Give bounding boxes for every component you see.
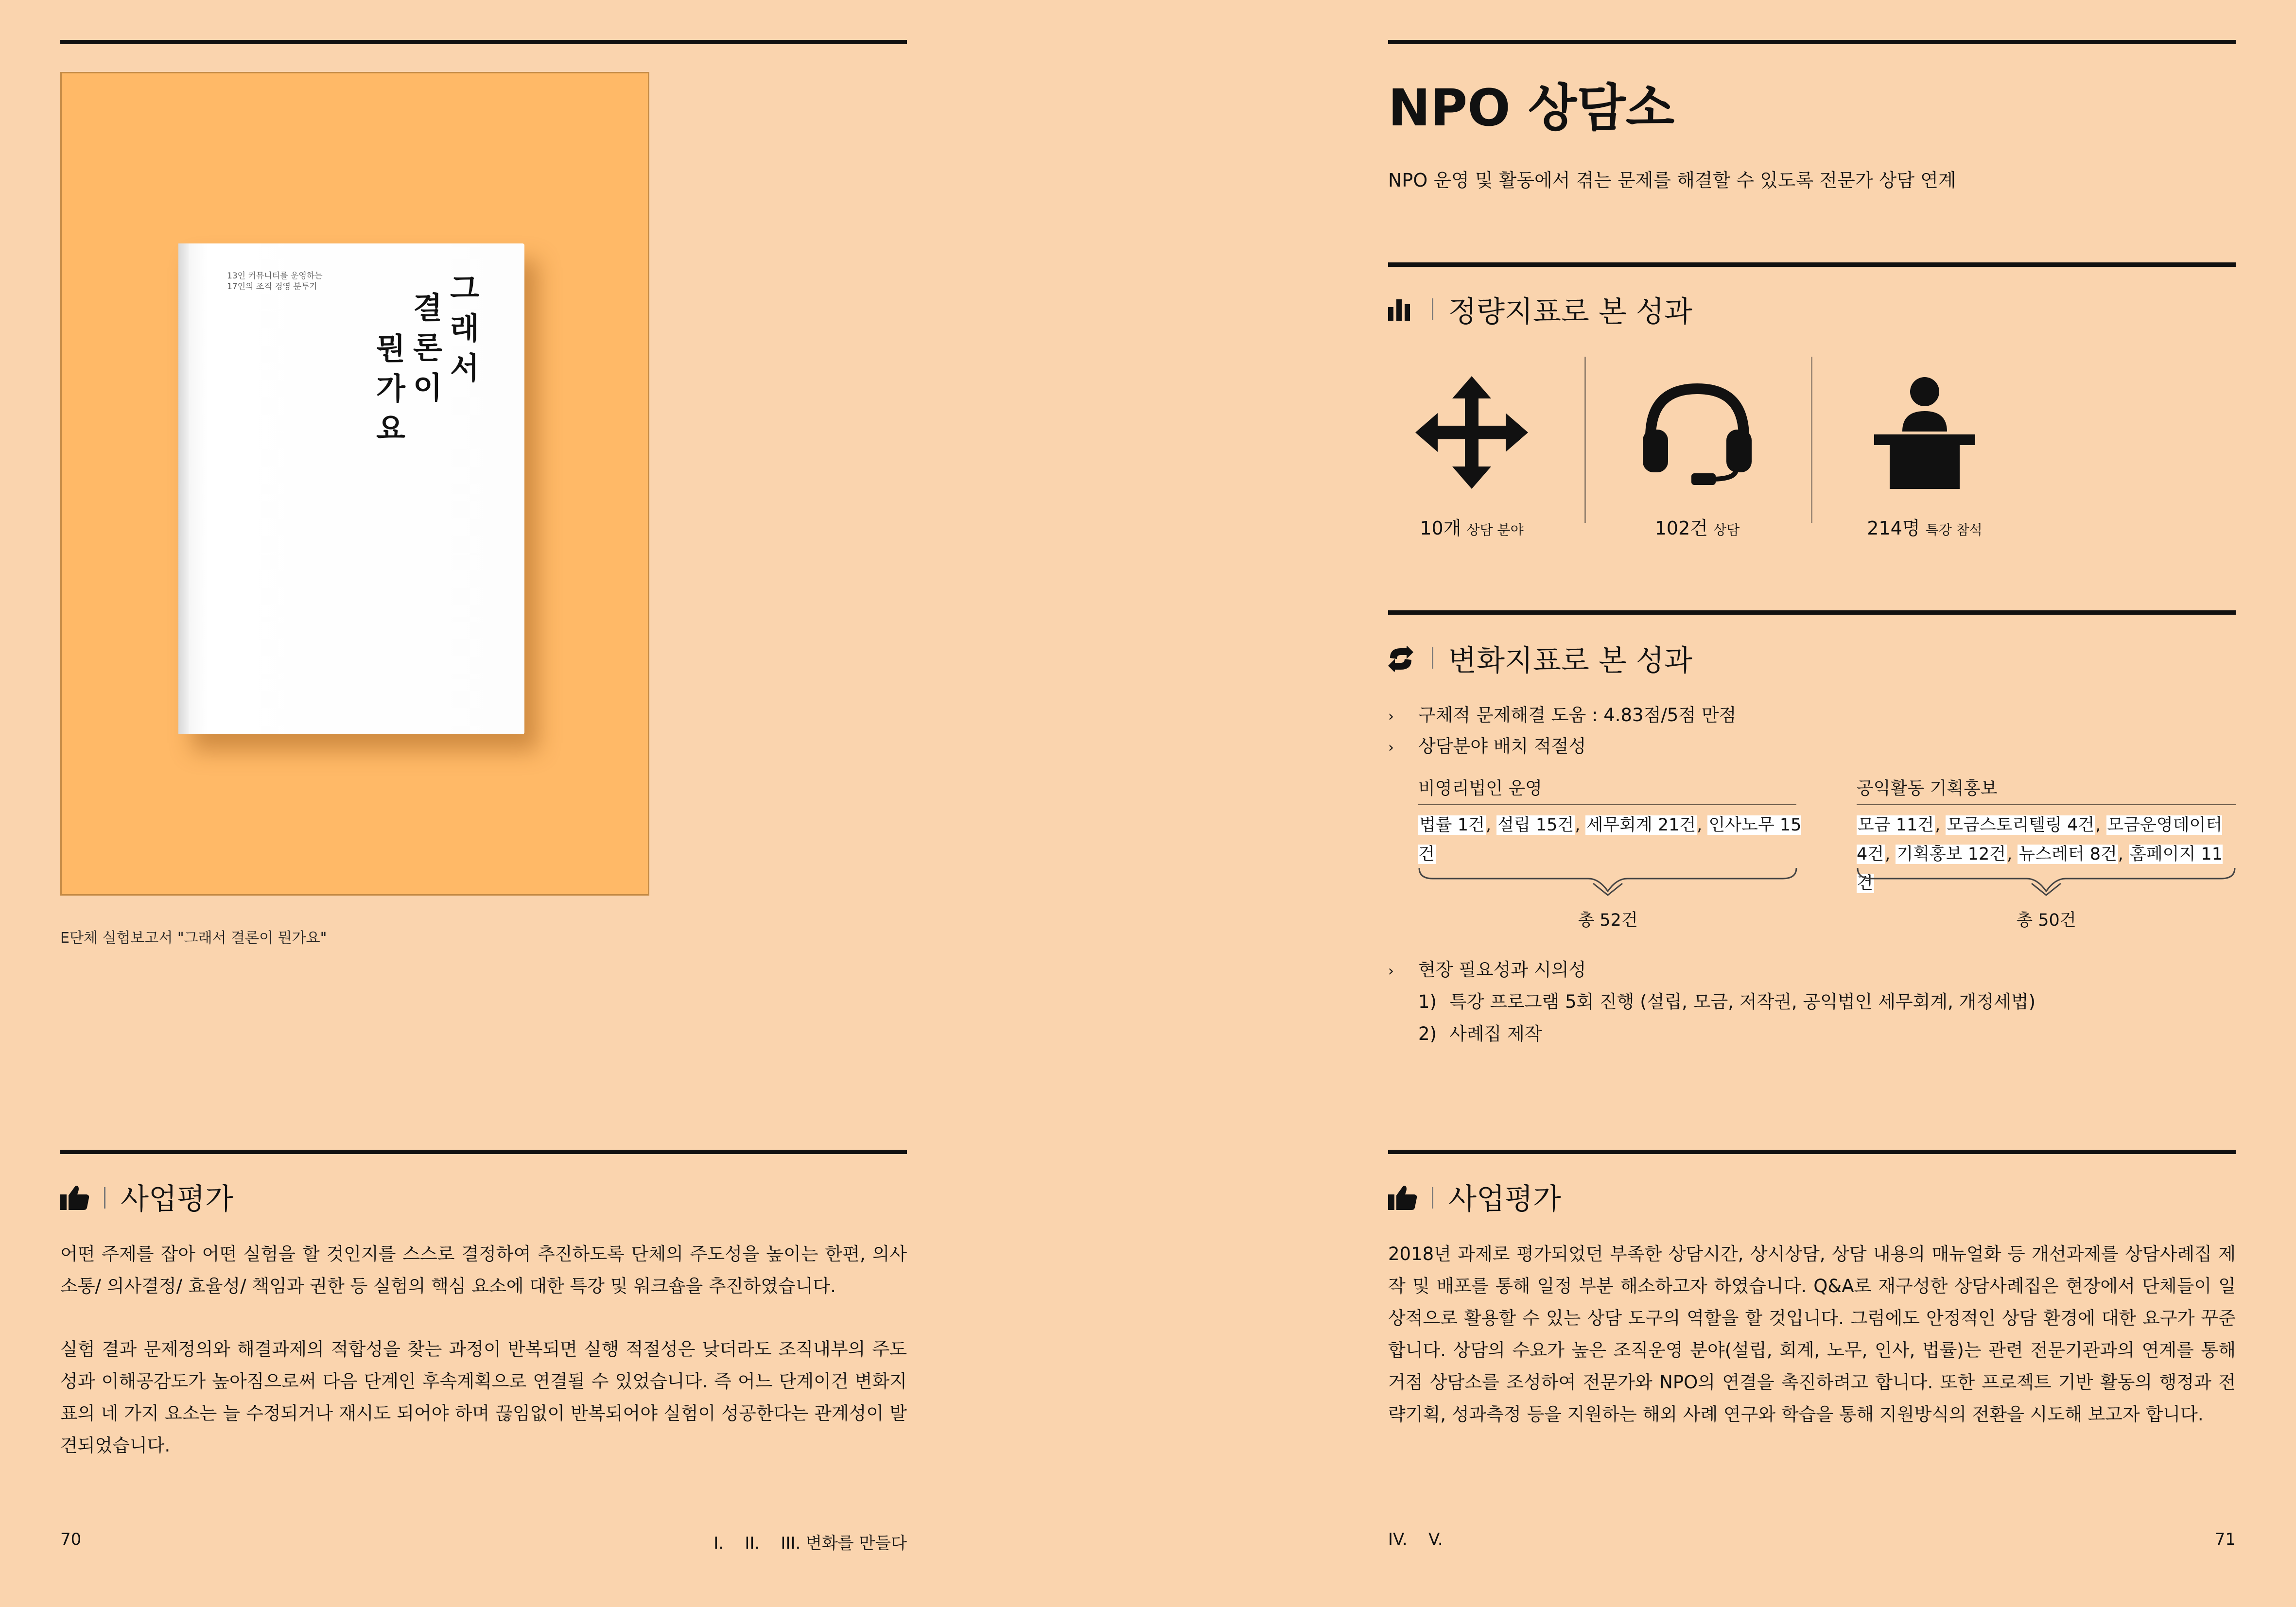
stat-consults-label: 상담 bbox=[1713, 522, 1740, 538]
chevron-right-icon: › bbox=[1388, 708, 1394, 725]
refresh-icon bbox=[1388, 646, 1413, 672]
book-subtitle: 13인 커뮤니티를 운영하는 17인의 조직 경영 분투기 bbox=[227, 271, 323, 292]
top-rule-left bbox=[60, 40, 907, 44]
eval-title-right: 사업평가 bbox=[1448, 1182, 1561, 1216]
stat-consults bbox=[1600, 513, 1794, 540]
col1-item: 법률 1건 bbox=[1419, 815, 1485, 835]
stat-fields-num: 10개 bbox=[1420, 518, 1461, 539]
page-title: NPO 상담소 bbox=[1388, 78, 1675, 138]
chevron-right-icon: › bbox=[1388, 963, 1394, 980]
col1-items: 법률 1건, 설립 15건, 세무회계 21건, 인사노무 15건 bbox=[1418, 815, 1802, 864]
col2-items: 모금 11건, 모금스토리텔링 4건, 모금운영데이터 4건, 기획홍보 12건, 뉴스레터 8건, 홈페이지 11건 bbox=[1857, 815, 2223, 893]
col1-head: 비영리법인 운영 bbox=[1418, 778, 1542, 798]
chapter-nav-left[interactable]: I. II. III. 변화를 만들다 bbox=[713, 1534, 907, 1553]
page-number-right: 71 bbox=[2214, 1530, 2236, 1549]
eval-para2-left: 실험 결과 문제정의와 해결과제의 적합성을 찾는 과정이 반복되면 실행 적절성은 낮더라도 조직내부의 주도성과 이해공감도가 높아짐으로써 다음 단계인 후속계획으로 연결될 수 있었습니다. 즉 어느 단계이건 변화지표의 네 가지 요소는 늘 수정되거나 재시도 되어야 하며 끊임없이 반복되어야 실험이 성공한다는 관계성이 발견되었습니다. bbox=[60, 1339, 907, 1456]
col1-item: 세무회계 21건 bbox=[1586, 815, 1696, 835]
bullet-timeliness bbox=[1388, 954, 1586, 987]
stat-attendees bbox=[1827, 513, 2022, 540]
section-divider bbox=[1432, 1187, 1433, 1209]
chevron-right-icon: › bbox=[1388, 739, 1394, 756]
top-rule-right bbox=[1388, 40, 2236, 44]
stat-attendees-label: 특강 참석 bbox=[1925, 522, 1983, 538]
col2-item: 뉴스레터 8건 bbox=[2018, 845, 2117, 864]
stat-divider-1 bbox=[1584, 357, 1586, 523]
section-divider bbox=[1432, 298, 1433, 320]
stat-fields bbox=[1374, 513, 1569, 540]
col2-brace bbox=[1857, 866, 2236, 900]
col2-item: 홈페이지 11건 bbox=[1857, 845, 2223, 893]
book-photo bbox=[60, 72, 649, 896]
stat-attendees-num: 214명 bbox=[1867, 518, 1920, 539]
col1-item: 인사노무 15건 bbox=[1418, 815, 1802, 864]
bullet-placement bbox=[1388, 731, 1586, 763]
book-title-col1: 그래서 bbox=[450, 271, 479, 386]
change-title: 변화지표로 본 성과 bbox=[1448, 644, 1692, 678]
bullet-text: 구체적 문제해결 도움 : 4.83점/5점 만점 bbox=[1418, 705, 1737, 726]
eval-para1-left: 어떤 주제를 잡아 어떤 실험을 할 것인지를 스스로 결정하여 추진하도록 단체의 주도성을 높이는 한편, 의사소통/ 의사결정/ 효율성/ 책임과 권한 등 실험의 핵심 요소에 대한 특강 및 워크숍을 추진하였습니다. bbox=[60, 1244, 907, 1296]
col1-item: 설립 15건 bbox=[1497, 815, 1574, 835]
stat-fields-label: 상담 분야 bbox=[1466, 522, 1524, 538]
col2-total: 총 50건 bbox=[2016, 911, 2076, 930]
stat-divider-2 bbox=[1811, 357, 1812, 523]
col2-underline bbox=[1857, 804, 2236, 805]
stat-consults-num: 102건 bbox=[1654, 518, 1708, 539]
bar-chart-icon bbox=[1388, 297, 1413, 321]
col2-item: 모금 11건 bbox=[1858, 815, 1934, 835]
eval-rule-right bbox=[1388, 1150, 2236, 1154]
sub-item-text: 사례집 제작 bbox=[1449, 1023, 1542, 1044]
col2-head: 공익활동 기획홍보 bbox=[1857, 778, 1998, 798]
col1-underline bbox=[1418, 804, 1796, 805]
col2-item: 모금운영데이터 4건 bbox=[1857, 815, 2223, 864]
eval-rule-left bbox=[60, 1150, 907, 1154]
eval-title-left: 사업평가 bbox=[121, 1182, 233, 1216]
bullet-text: 상담분야 배치 적절성 bbox=[1418, 736, 1586, 757]
sub-item-text: 특강 프로그램 5회 진행 (설립, 모금, 저작권, 공익법인 세무회계, 개정세법) bbox=[1449, 991, 2036, 1012]
sub-item-number: 2) bbox=[1418, 1023, 1437, 1044]
quant-rule bbox=[1388, 262, 2236, 267]
col1-total: 총 52건 bbox=[1578, 911, 1638, 930]
arrows-icon bbox=[1413, 374, 1530, 491]
chapter-nav-right[interactable]: IV. V. bbox=[1388, 1530, 1443, 1549]
bullet-problem-solving bbox=[1388, 700, 1736, 732]
photo-caption: E단체 실험보고서 "그래서 결론이 뭔가요" bbox=[60, 930, 327, 947]
col1-brace bbox=[1418, 866, 1797, 900]
headset-icon bbox=[1639, 379, 1756, 486]
book-title-col2: 결론이 bbox=[413, 290, 442, 405]
sub-item-1 bbox=[1418, 986, 2035, 1018]
sub-item-2 bbox=[1418, 1019, 1542, 1050]
lectern-speaker-icon bbox=[1871, 377, 1978, 489]
page-subtitle: NPO 운영 및 활동에서 겪는 문제를 해결할 수 있도록 전문가 상담 연계 bbox=[1388, 170, 1956, 191]
thumbs-up-icon bbox=[1388, 1185, 1417, 1210]
col2-item: 기획홍보 12건 bbox=[1896, 845, 2006, 864]
col2-item: 모금스토리텔링 4건 bbox=[1947, 815, 2095, 835]
thumbs-up-icon bbox=[60, 1185, 89, 1210]
section-divider bbox=[104, 1187, 105, 1209]
book-spine bbox=[178, 243, 189, 734]
quant-title: 정량지표로 본 성과 bbox=[1448, 295, 1692, 329]
book-cover bbox=[178, 243, 524, 734]
page-number-left: 70 bbox=[60, 1530, 82, 1549]
sub-item-number: 1) bbox=[1418, 991, 1437, 1012]
bullet-text: 현장 필요성과 시의성 bbox=[1418, 959, 1586, 980]
book-title-col3: 뭔가요 bbox=[376, 331, 405, 446]
change-rule bbox=[1388, 610, 2236, 615]
eval-para-right: 2018년 과제로 평가되었던 부족한 상담시간, 상시상담, 상담 내용의 매뉴얼화 등 개선과제를 상담사례집 제작 및 배포를 통해 일정 부분 해소하고자 하였습니다. Q&A로 재구성한 상담사례집은 현장에서 단체들이 일상적으로 활용할 수 있는 상담 도구의 역할을 할 것입니다. 그럼에도 안정적인 상담 환경에 대한 요구가 꾸준합니다. 상담의 수요가 높은 조직운영 분야(설립, 회계, 노무, 인사, 법률)는 관련 전문기관과의 연계를 통해 거점 상담소를 조성하여 전문가와 NPO의 연결을 촉진하려고 합니다. 또한 프로젝트 기반 활동의 행정과 전략기획, 성과측정 등을 지원하는 해외 사례 연구와 학습을 통해 지원방식의 전환을 시도해 보고자 합니다. bbox=[1388, 1244, 2236, 1425]
section-divider bbox=[1432, 647, 1433, 669]
